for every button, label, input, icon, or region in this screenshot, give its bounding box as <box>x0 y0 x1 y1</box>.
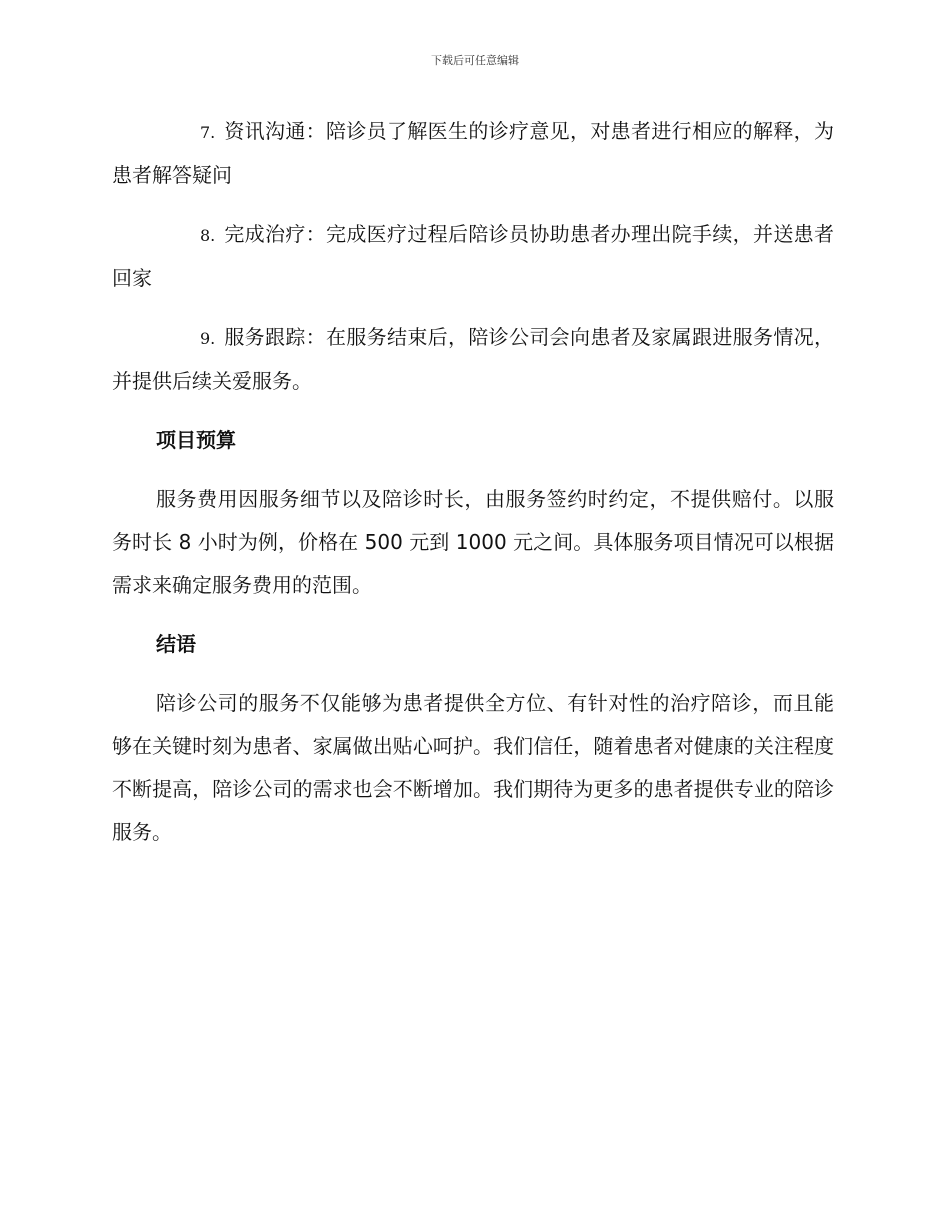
list-item-text: 完成治疗：完成医疗过程后陪诊员协助患者办理出院手续，并送患者回家 <box>112 222 834 290</box>
budget-heading: 项目预算 <box>156 428 236 452</box>
list-item-text: 资讯沟通：陪诊员了解医生的诊疗意见，对患者进行相应的解释，为患者解答疑问 <box>112 119 834 187</box>
list-item-9 <box>112 316 834 403</box>
list-item-8 <box>112 213 834 300</box>
page-header: 下载后可任意编辑 <box>431 54 519 67</box>
list-item-7 <box>112 110 834 197</box>
document-body <box>112 110 834 870</box>
budget-paragraph: 服务费用因服务细节以及陪诊时长，由服务签约时约定，不提供赔付。以服务时长 8 小时为例，价格在 500 元到 1000 元之间。具体服务项目情况可以根据需求来确定服务费用的范围。 <box>112 487 834 597</box>
conclusion-paragraph: 陪诊公司的服务不仅能够为患者提供全方位、有针对性的治疗陪诊，而且能够在关键时刻为患者、家属做出贴心呵护。我们信任，随着患者对健康的关注程度不断提高，陪诊公司的需求也会不断增加。我们期待为更多的患者提供专业的陪诊服务。 <box>112 691 834 844</box>
list-number: 9. <box>200 329 216 348</box>
list-number: 8. <box>200 226 216 245</box>
list-number: 7. <box>200 123 216 142</box>
list-item-text: 服务跟踪：在服务结束后，陪诊公司会向患者及家属跟进服务情况，并提供后续关爱服务。 <box>112 325 834 393</box>
conclusion-heading: 结语 <box>156 632 196 656</box>
